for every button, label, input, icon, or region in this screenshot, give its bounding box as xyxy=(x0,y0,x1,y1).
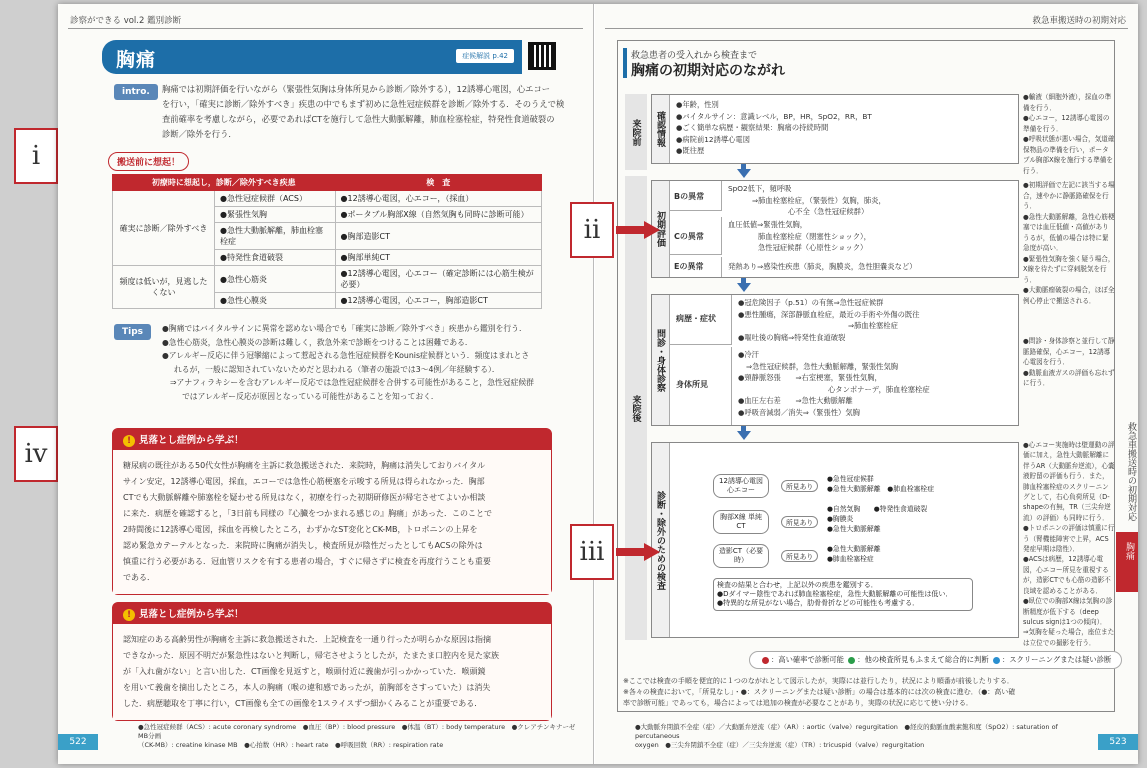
tips-line: ●アレルギー反応に伴う冠攣縮によって惹起される急性冠症候群をKounis症候群という．頻度はまれとさ xyxy=(162,351,530,360)
running-head-left: 診察ができる vol.2 鑑別診断 xyxy=(70,16,182,26)
test-results xyxy=(827,474,934,494)
flow-subtitle: 救急患者の受入れから検査まで xyxy=(631,51,758,61)
history-label: 問診・身体診察 xyxy=(652,295,670,425)
case-line: CTでも大動脈解離や肺塞栓を疑わせる所見はなく，初療を行った初期研修医が帰宅させてよいか相談 xyxy=(123,493,486,502)
group-label: 頻度は低いが，見逃したくない xyxy=(113,266,215,309)
initial-eval-section xyxy=(651,180,1019,278)
table-header: 初療時に想起し，診断／除外すべき疾患 xyxy=(113,175,336,191)
intro-line: 診断／除外を行う． xyxy=(162,129,237,139)
case-line: を用いて義歯を摘出したところ，本人の胸痛（喉の違和感であったが，前胸部をさすっていた）は消失 xyxy=(123,683,491,692)
test-box: 造影CT（必要時） xyxy=(713,544,769,568)
confirm-notes xyxy=(1023,92,1115,176)
legend xyxy=(749,651,1122,669)
case-line: できなかった．原因不明だが緊急性はないと判断し，帰宅させようとしたが，たまたま口腔内を見た家族 xyxy=(123,651,499,660)
group-label: 確実に診断／除外すべき xyxy=(113,191,215,266)
confirm-list xyxy=(676,99,1016,157)
callout-iii-arrow-stem xyxy=(616,548,646,556)
table-cell: ●ポータブル胸部X線（自然気胸も同時に診断可能） xyxy=(335,207,541,223)
warning-header-text: 搬送前に想起！ xyxy=(117,158,181,168)
confirm-label: 確認情報 xyxy=(652,95,670,163)
result-line: ●肺血栓塞栓症 xyxy=(827,555,874,563)
callout-iii: iii xyxy=(570,524,614,580)
table-cell: ●緊張性気胸 xyxy=(215,207,336,223)
book-spread xyxy=(58,4,1138,764)
note-item: ⇒気胸を疑った場合，座位または立位での撮影を行う． xyxy=(1023,628,1115,647)
table-cell: ●12誘導心電図，心エコー，胸部造影CT xyxy=(335,293,541,309)
hx-line: ⇒急性冠症候群，急性大動脈解離，緊張性気胸 xyxy=(746,361,899,371)
case-body xyxy=(113,450,551,594)
header-rule xyxy=(68,28,583,29)
right-page xyxy=(595,4,1138,764)
flow-arrow-down xyxy=(737,169,751,178)
hx-line: ●呼吸音減弱／消失⇒（緊張性）気胸 xyxy=(738,407,860,417)
intro-tag: intro. xyxy=(114,84,158,100)
eval-line: SpO2低下，頻呼吸 xyxy=(728,184,792,193)
diagnosis-label: 診断・除外のための検査 xyxy=(652,443,670,637)
history-section xyxy=(651,294,1019,426)
hx-row-label: 病歴・症状 xyxy=(670,295,732,345)
case-line: に来た．病歴を確認すると，「3日前も同様の『心臓をつかまれる感じの』胸痛」があった．このことで xyxy=(123,509,493,518)
result-line: ●胸膜炎 xyxy=(827,515,854,523)
case-line: 2時間後に12誘導心電図，採血を再検したところ，わずかなST変化とCK-MB，トロポニンの上昇を xyxy=(123,525,478,534)
confirm-item: ●ごく簡単な病歴・観察結果：胸痛の持続時間 xyxy=(676,123,829,132)
case-line: 慎重に行う必要がある．冠血管リスクを有する患者の場合，すぐに帰さずに検査を再度行うことも重要 xyxy=(123,557,491,566)
ref-badge: 症候解説 p.42 xyxy=(456,49,514,63)
warning-header xyxy=(108,152,189,171)
case-header xyxy=(113,603,551,624)
callout-i: i xyxy=(14,128,58,184)
case-line: 認知症のある高齢男性が胸痛を主訴に救急搬送された．上記検査を一通り行ったが明らかな原因は指摘 xyxy=(123,635,491,644)
hx-line: ●悪性腫瘍，深部静脈血栓症，最近の手術や外傷の既往 xyxy=(738,309,920,319)
table-cell: ●急性冠症候群（ACS） xyxy=(215,191,336,207)
tips-tag: Tips xyxy=(114,324,151,340)
note-item: ●輸液（細胞外液），採血の準備を行う． xyxy=(1023,93,1112,112)
note-item: ●急性大動脈解離，急性心筋梗塞では血圧低値・高値がありうるが，低値の場合は特に緊急度が高い． xyxy=(1023,212,1115,252)
table-header: 検 査 xyxy=(335,175,541,191)
dx-summary-box xyxy=(713,578,973,611)
hx-line: ●嘔吐後の胸痛⇒特発性食道破裂 xyxy=(738,332,846,342)
table-cell: ●急性大動脈解離，肺血栓塞栓症 xyxy=(215,223,336,250)
initial-notes xyxy=(1023,180,1115,306)
result-line: ●急性大動脈解離 xyxy=(827,525,881,533)
case-body xyxy=(113,624,551,720)
exclamation-icon: ! xyxy=(123,435,135,447)
exclamation-icon: ! xyxy=(123,609,135,621)
case-header xyxy=(113,429,551,450)
tips-line: ではアレルギー反応が原因となっている可能性があることを知っておく． xyxy=(182,391,439,401)
case-line: である． xyxy=(123,573,155,582)
table-row xyxy=(113,191,542,207)
test-box: 胸部X線 単純CT xyxy=(713,510,769,534)
side-tab-chapter: 胸痛 xyxy=(1124,542,1134,560)
eval-row-label: Cの異常 xyxy=(670,217,722,255)
intro-line: 査前確率を考慮しながら，必要であればCTを施行して急性大動脈解離，肺血栓塞栓症，特発性食道破裂の xyxy=(162,114,555,124)
finding-pill: 所見あり xyxy=(781,480,818,492)
page-number-left: 522 xyxy=(58,734,98,750)
page-title: 胸痛 xyxy=(116,49,157,71)
result-line: ●急性大動脈解離 ●肺血栓塞栓症 xyxy=(827,485,935,493)
green-dot-icon xyxy=(848,657,855,664)
confirm-item: ●年齢，性別 xyxy=(676,100,719,109)
stage-before: 来院前 xyxy=(625,94,647,170)
hx-line: ⇒肺血栓塞栓症 xyxy=(848,321,898,330)
hx-line: ●血圧左右差 ⇒急性大動脈解離 xyxy=(738,396,853,405)
tips-text xyxy=(162,322,582,403)
eval-row-label: Eの異常 xyxy=(670,257,722,277)
flow-arrow-down xyxy=(737,283,751,292)
table-cell: ●12誘導心電図，心エコー，（採血） xyxy=(335,191,541,207)
note-item: ●心エコー，12誘導心電図の準備を行う． xyxy=(1023,114,1110,133)
confirm-section xyxy=(651,94,1019,164)
footnote-line: ●大動脈弁閉鎖不全症（症）／大動脈弁逆流（症）（AR）: aortic（valve）regurgitation ●経皮的動脈血酸素飽和度（SpO2）: saturation of percutaneous xyxy=(635,723,1058,740)
callout-iv: iv xyxy=(14,426,58,482)
note-item: ●臥位での胸部X線は気胸の診断精度が低下する（deep sulcus signは1つの傾向）． xyxy=(1023,597,1113,626)
title-accent-bar xyxy=(623,48,627,78)
table-cell: ●胸部単純CT xyxy=(335,250,541,266)
callout-ii-arrow xyxy=(644,221,660,239)
legend-label: ：スクリーニングまたは疑い診断 xyxy=(1001,655,1112,664)
history-notes xyxy=(1023,336,1115,389)
footnote-line: （CK-MB）: creatine kinase MB ●心拍数（HR）: heart rate ●呼吸回数（RR）: respiration rate xyxy=(138,741,444,749)
result-line: ●自然気胸 ●特発性食道破裂 xyxy=(827,505,928,513)
callout-ii: ii xyxy=(570,202,614,258)
side-tab-section: 救急車搬送時の初期対応 xyxy=(1126,422,1136,521)
flow-note-line: 率で診断可能」であっても，場合によっては追加の検査が必要なことがあり，実際の状況に応じて使い分ける． xyxy=(623,699,973,707)
summary-line: ●特異的な所見がない場合，肋骨骨折などの可能性も考慮する． xyxy=(717,599,920,607)
callout-ii-arrow-stem xyxy=(616,226,646,234)
note-item: ●心エコー実施時は壁運動の評価に加え，急性大動脈解離に伴うAR（大動脈弁逆流），心嚢液貯留の評価も行う．また，肺血栓塞栓症のスクリーニングとして，右心負荷所見（D-shapeの有無，TR（三尖弁逆流）の評価）も同時に行う． xyxy=(1023,441,1115,522)
footnote-line: ●急性冠症候群（ACS）: acute coronary syndrome ●血圧（BP）: blood pressure ●体温（BT）: body temperature ●クレアチンキナーゼMB分画 xyxy=(138,723,576,740)
summary-line: 検査の結果と合わせ，上記以外の疾患を鑑別する． xyxy=(717,581,878,589)
case-box-1 xyxy=(112,428,552,595)
hx-line: ●冷汗 xyxy=(738,350,759,359)
eval-row-text xyxy=(728,219,1008,254)
eval-row-text: 発熱あり⇒感染性疾患（肺炎，胸膜炎，急性胆嚢炎など） xyxy=(728,262,917,271)
flow-note-line: ※ここでは検査の手順を便宜的に１つのながれとして図示したが，実際には並行したり，状況により順番が前後したりする． xyxy=(623,677,1014,685)
dx-notes xyxy=(1023,440,1115,648)
eval-line: 急性冠症候群（心原性ショック） xyxy=(758,243,868,252)
flow-title: 胸痛の初期対応のながれ xyxy=(631,63,785,79)
hx-row-text xyxy=(738,297,1014,343)
side-tab-active xyxy=(1116,532,1138,592)
test-results xyxy=(827,544,881,564)
table-cell: ●胸部造影CT xyxy=(335,223,541,250)
tips-line: れるが，一般に認知されていないためだと思われる（筆者の施設では3～4例／年経験する）． xyxy=(174,364,500,374)
red-dot-icon xyxy=(762,657,769,664)
stage-after: 来院後 xyxy=(625,176,647,640)
initial-eval-label: 初期評価 xyxy=(652,181,670,277)
intro-text xyxy=(162,82,572,142)
legend-label: ：他の検査所見もふまえて総合的に判断 xyxy=(857,655,989,664)
finding-pill: 所見あり xyxy=(781,550,818,562)
footnote-right xyxy=(635,723,1075,750)
table-cell: ●急性心膜炎 xyxy=(215,293,336,309)
footnote-line: oxygen ●三尖弁閉鎖不全症（症）／三尖弁逆流（症）（TR）: tricuspid（valve）regurgitation xyxy=(635,741,925,749)
confirm-item: ●既往歴 xyxy=(676,146,705,155)
case-line: した．病歴聴取を丁寧に行い，CT画像も全ての画像を1スライスずつ細かくみることが重要である． xyxy=(123,699,483,708)
confirm-item: ●病院前12誘導心電図 xyxy=(676,134,751,144)
eval-row-text xyxy=(728,183,1008,218)
case-line: が「入れ歯がない」と言い出した．CT画像を見返すと，喉頭付近に義歯が引っかかっていた．喉頭鏡 xyxy=(123,667,486,676)
intro-line: 胸痛では初期評価を行いながら（緊張性気胸は身体所見から診断／除外する），12誘導心電図，心エコー xyxy=(162,84,551,94)
eval-line: ⇒肺血栓塞栓症，（緊張性）気胸，肺炎， xyxy=(752,195,886,205)
differential-table xyxy=(112,174,542,309)
flow-arrow-down xyxy=(737,431,751,440)
hx-row-label: 身体所見 xyxy=(670,347,732,425)
blue-dot-icon xyxy=(993,657,1000,664)
result-line: ●急性大動脈解離 xyxy=(827,545,881,553)
note-item: ●大動脈瘤破裂の場合，ほぼ全例心停止で搬送される． xyxy=(1023,286,1115,305)
note-item: ●トロポニンの評価は慎重に行う（腎機能障害で上昇，ACS発症早期は陰性）． xyxy=(1023,524,1115,554)
title-band xyxy=(102,40,522,74)
eval-line: 心不全（急性冠症候群） xyxy=(788,207,869,216)
qr-code-icon xyxy=(528,42,556,70)
note-item: ●動脈血液ガスの評価も忘れずに行う． xyxy=(1023,368,1115,387)
note-item: ●緊張性気胸を強く疑う場合，X線を待たずに穿刺脱気を行う． xyxy=(1023,254,1115,284)
flow-note-line: ※各々の検査において，「所見なし」・●：スクリーニングまたは疑い診断」の場合は基本的には次の検査に進む．（●：高い確 xyxy=(623,688,1016,696)
eval-line: 肺血栓塞栓症（閉塞性ショック）， xyxy=(758,231,871,241)
running-head-right: 救急車搬送時の初期対応 xyxy=(1032,16,1126,26)
legend-label: ：高い確率で診断可能 xyxy=(771,655,844,664)
case-box-2 xyxy=(112,602,552,721)
case-line: サイン安定，12誘導心電図，採血，エコーでは急性心筋梗塞を示唆する所見は得られなかった．胸部 xyxy=(123,477,485,486)
footnote-left xyxy=(138,723,578,750)
note-item: ●初期評価で左記に該当する場合，速やかに静脈路確保を行う． xyxy=(1023,181,1115,210)
case-line: 認め緊急カテーテルとなった．来院時に胸痛が消失し，検査所見が陰性だったとしてもACSの除外は xyxy=(123,541,483,550)
eval-row-label: Bの異常 xyxy=(670,181,722,211)
summary-line: ●Dダイマー陰性であれば肺血栓塞栓症，急性大動脈解離の可能性は低い． xyxy=(717,590,953,598)
tips-line: ●急性心筋炎，急性心膜炎の診断は難しく，救急外来で診断をつけることは困難である． xyxy=(162,337,473,347)
hx-line: 心タンポナーデ，肺血栓塞栓症 xyxy=(828,384,930,394)
test-box: 12誘導心電図 心エコー xyxy=(713,474,769,498)
result-line: ●急性冠症候群 xyxy=(827,475,874,483)
note-item: ●ACSは病歴，12誘導心電図，心エコー所見を重視するが，造影CTでも心筋の造影不良域を認めることがある． xyxy=(1023,555,1111,595)
table-row xyxy=(113,266,542,293)
case-header-text: 見落とし症例から学ぶ！ xyxy=(139,435,244,446)
note-item: ●問診・身体診察と並行して静脈路確保，心エコー，12誘導心電図を行う． xyxy=(1023,337,1115,366)
hx-line: ●冠危険因子（p.51）の有無⇒急性冠症候群 xyxy=(738,298,884,307)
hx-line: ●頸静脈怒張 ⇒右室梗塞，緊張性気胸， xyxy=(738,373,882,382)
case-header-text: 見落とし症例から学ぶ！ xyxy=(139,609,244,620)
intro-line: を行い，「確実に診断／除外すべき」疾患の中でもまず初めに急性冠症候群を診断／除外する．そのうえで検 xyxy=(162,99,565,109)
finding-pill: 所見あり xyxy=(781,516,818,528)
header-rule xyxy=(605,28,1128,29)
flow-notes xyxy=(623,676,1113,709)
tips-line: ●胸痛ではバイタルサインに異常を認めない場合でも「確実に診断／除外すべき」疾患から鑑別を行う． xyxy=(162,324,527,333)
table-cell: ●特発性食道破裂 xyxy=(215,250,336,266)
table-cell: ●急性心筋炎 xyxy=(215,266,336,293)
left-page xyxy=(58,4,594,764)
note-item: ●呼吸状態が悪い場合，気道確保物品の準備を行い，ポータブル胸部X線を施行する準備を行う． xyxy=(1023,135,1115,175)
confirm-item: ●バイタルサイン：意識レベル，BP，HR，SpO2，RR，BT xyxy=(676,111,872,121)
page-number-right: 523 xyxy=(1098,734,1138,750)
test-results xyxy=(827,504,927,534)
hx-row-text xyxy=(738,349,1014,418)
eval-line: 血圧低値⇒緊張性気胸， xyxy=(728,220,808,229)
tips-line: ⇒アナフィラキシーを含むアレルギー反応では急性冠症候群を合併する可能性があること，急性冠症候群 xyxy=(170,378,534,387)
table-cell: ●12誘導心電図，心エコー（確定診断には心筋生検が必要） xyxy=(335,266,541,293)
callout-iii-arrow xyxy=(644,543,660,561)
case-line: 糖尿病の既往がある50代女性が胸痛を主訴に救急搬送された．来院時，胸痛は消失しておりバイタル xyxy=(123,461,486,470)
